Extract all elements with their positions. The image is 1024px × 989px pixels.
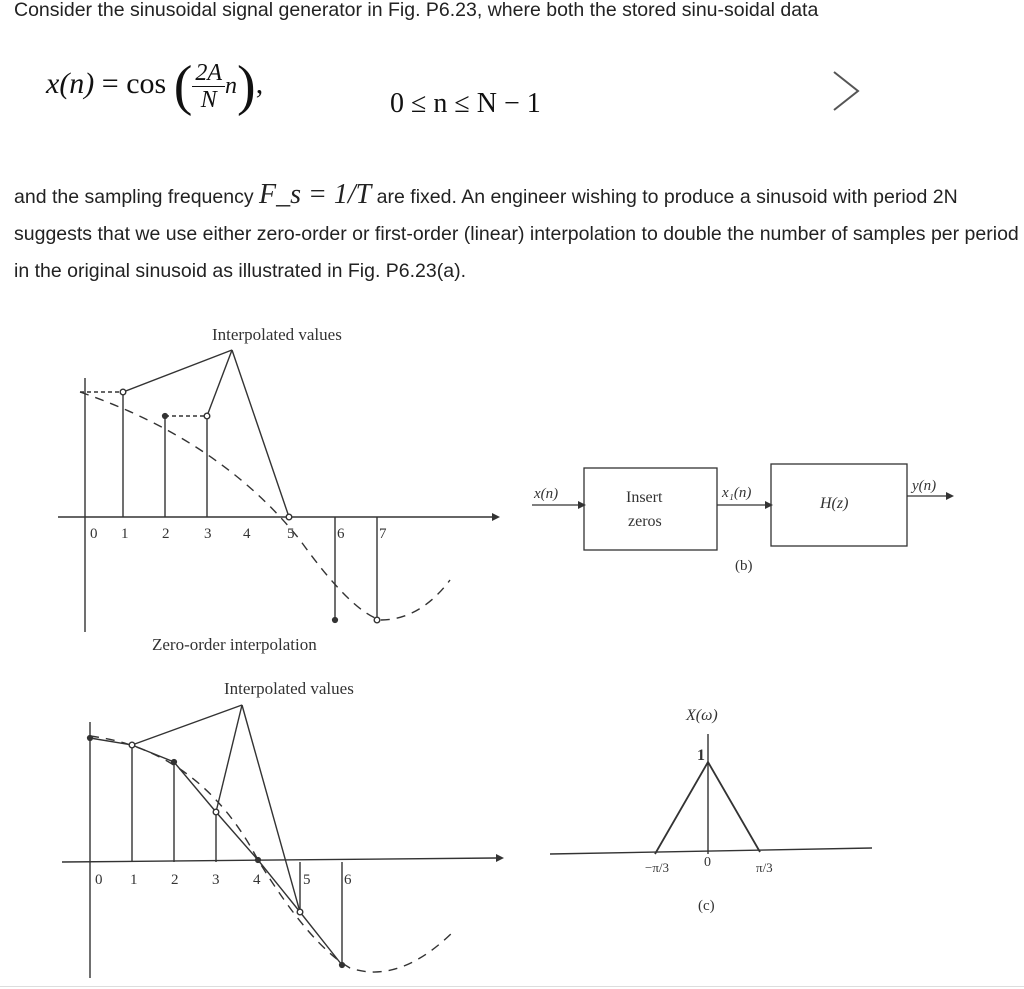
spectrum-center-label: 0 [704,855,711,870]
bottom-pointer-1 [132,705,242,745]
eq-equals: = [101,66,119,100]
top-tick-4: 4 [243,526,251,542]
top-tick-5: 5 [287,526,295,542]
spectrum-title: X(ω) [686,707,718,724]
bottom-plot [62,705,504,978]
top-tick-7: 7 [379,526,387,542]
bottom-tick-2: 2 [171,872,179,888]
spectrum-right-label: π/3 [756,860,773,875]
eq-var: n [225,72,238,99]
block-input-label: x(n) [534,486,559,502]
insert-zeros-label-2: zeros [628,513,662,530]
block-caption: (b) [735,558,753,574]
top-cosine-curve [80,392,450,620]
bottom-tick-3: 3 [212,872,220,888]
top-sample-dot-6 [333,618,338,623]
bottom-tick-4: 4 [253,872,261,888]
top-pointer-5 [232,350,289,517]
bottom-tick-0: 0 [95,872,103,888]
eq-fn: cos [126,66,167,100]
top-interp-dot-3 [204,413,210,419]
bottom-sample-dot-6 [340,963,345,968]
equation: x(n) = cos ( $\frac{2A}{N}$ n), [46,55,264,117]
bottom-sample-dot-4 [256,858,261,863]
eq-num: 2A [192,60,225,87]
bottom-sample-dot-2 [172,760,177,765]
eq-lhs: x(n) [46,66,95,100]
top-plot [58,350,500,632]
spectrum-plot [550,734,872,854]
top-sample-dot-2 [163,414,168,419]
block-diagram [532,464,954,550]
block-mid-label: x₁(n) [722,485,752,501]
bottom-tick-1: 1 [130,872,138,888]
bottom-sample-dot-0 [88,736,93,741]
bottom-interp-dot-5 [297,909,303,915]
bottom-cosine-curve [90,736,455,972]
page-bottom-divider [0,986,1024,987]
hz-label: H(z) [820,495,849,512]
para2-before: and the sampling frequency [14,186,254,208]
top-interp-dot-5 [286,514,292,520]
top-tick-6: 6 [337,526,345,542]
top-tick-0: 0 [90,526,98,542]
spectrum-axis [550,848,872,854]
spectrum-peak-label: 1 [697,747,705,764]
insert-zeros-label-1: Insert [626,489,663,506]
intro-text: Consider the sinusoidal signal generator in Fig. P6.23, where both the stored sinu-soidal data [14,0,819,21]
eq-comma: , [255,66,264,100]
para2-after: are fixed. An engineer wishing to produce a sinusoid with period 2N suggests that we use either zero-order or first-order (linear) interpolation to double the number of samples per period in the original sinusoid as illustrated in Fig. P6.23(a). [14,186,1019,282]
bottom-interp-dot-1 [129,742,135,748]
top-pointer-3 [207,350,232,416]
para2-math: F_s = 1/T [259,179,372,210]
bottom-tick-5: 5 [303,872,311,888]
bottom-tick-6: 6 [344,872,352,888]
eq-den: N [200,86,217,113]
top-interp-dot-1 [120,389,126,395]
bottom-pointer-3 [216,705,242,812]
bottom-interp-dot-3 [213,809,219,815]
spectrum-caption: (c) [698,898,715,914]
top-pointer-1 [123,350,232,392]
block-output-label: y(n) [912,478,937,494]
bottom-annotation: Interpolated values [224,679,354,698]
top-caption: Zero-order interpolation [152,635,317,654]
top-annotation: Interpolated values [212,325,342,344]
eq-range: 0 ≤ n ≤ N − 1 [390,88,541,119]
top-tick-2: 2 [162,526,170,542]
top-interp-dot-7 [374,617,380,623]
insert-zeros-box [584,468,717,550]
spectrum-left-label: −π/3 [645,860,670,875]
top-tick-1: 1 [121,526,129,542]
bottom-plot-x-axis [62,858,496,862]
top-tick-3: 3 [204,526,212,542]
